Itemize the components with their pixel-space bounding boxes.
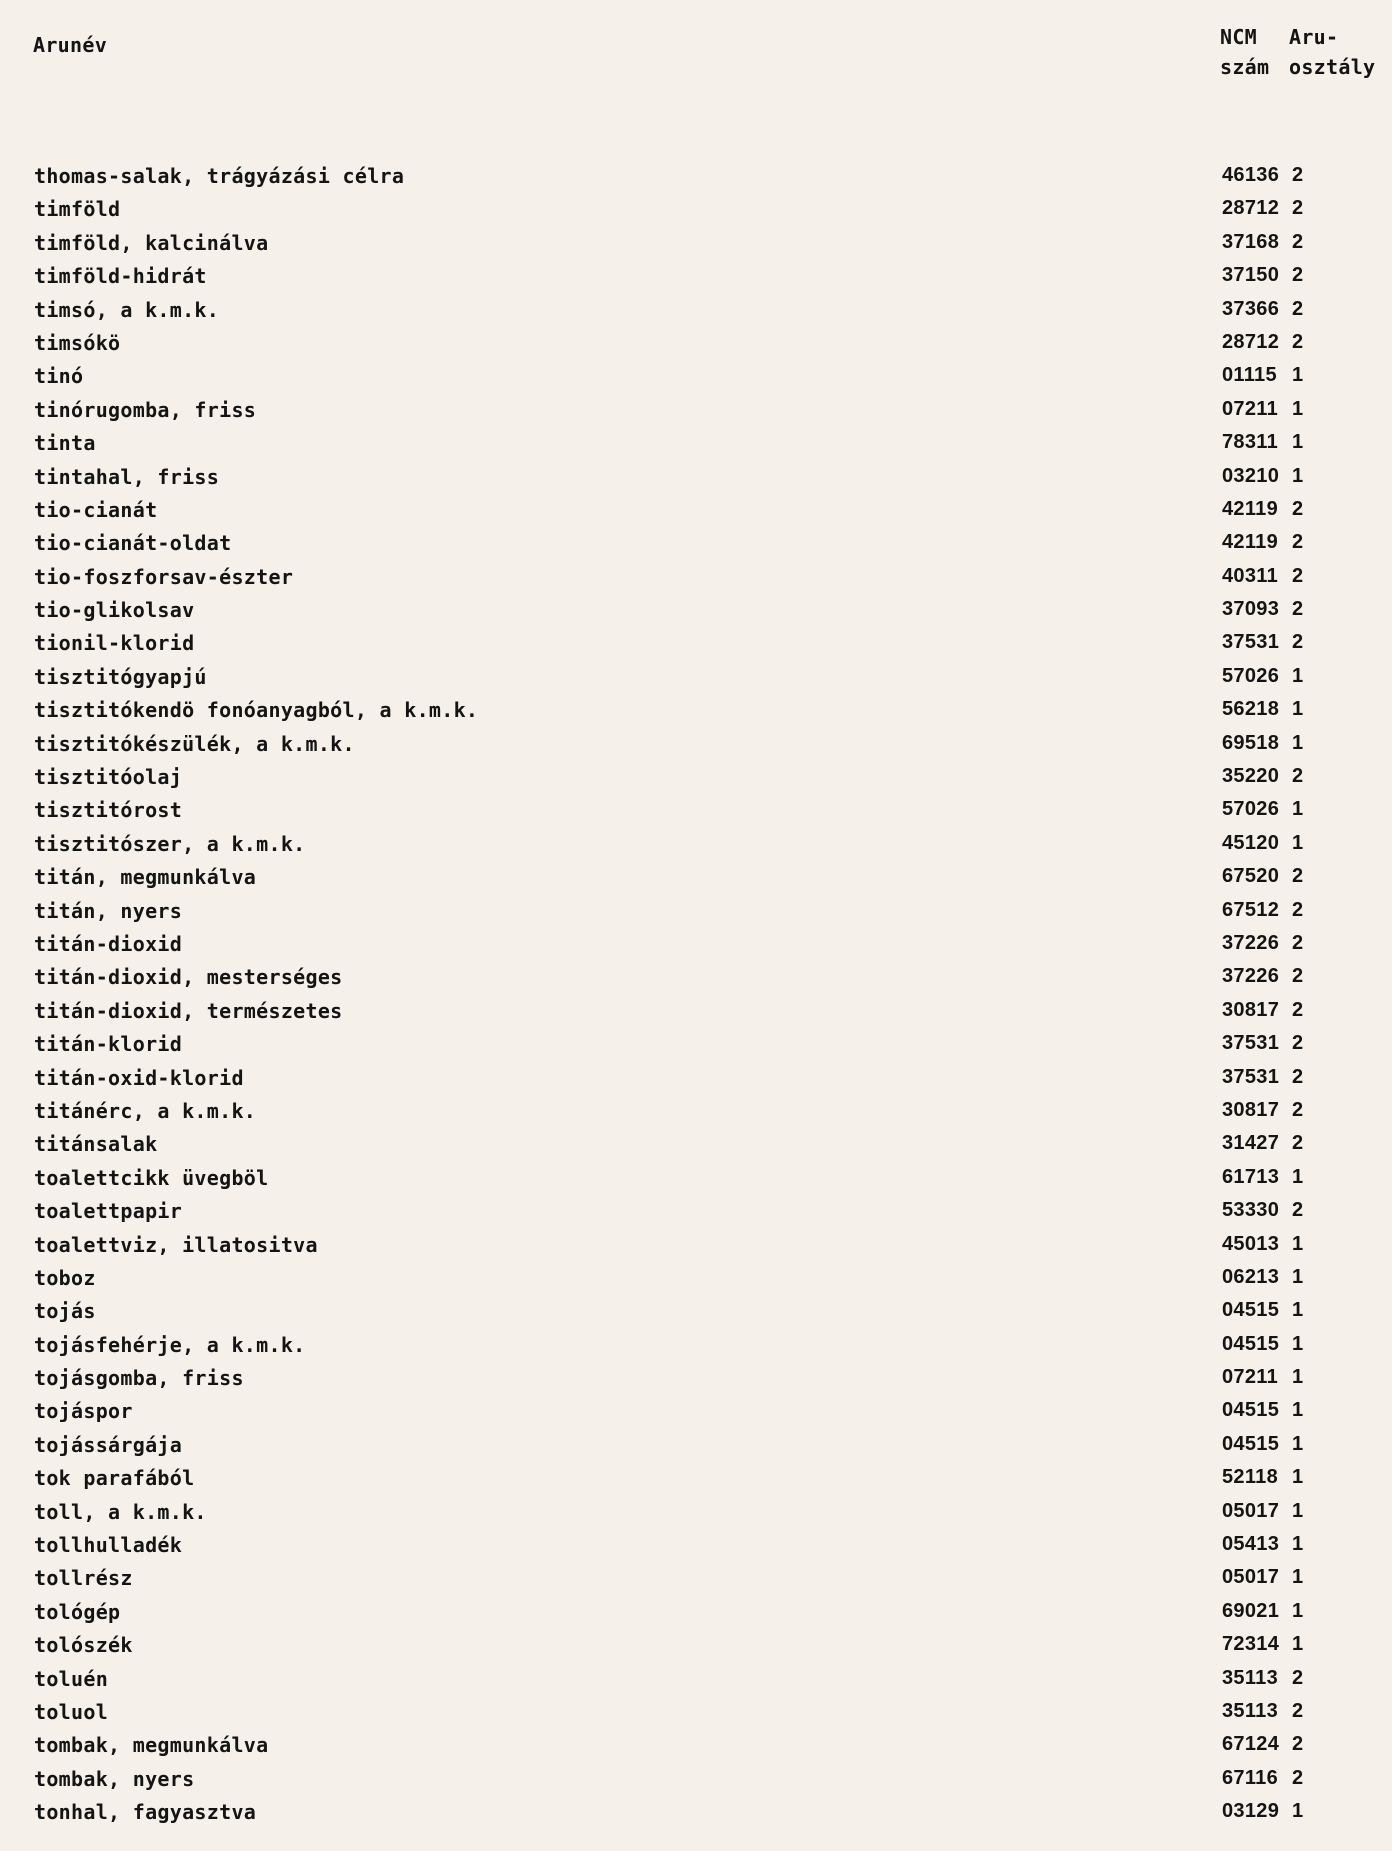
product-name: tio-cianát: [34, 497, 158, 522]
product-class: 1: [1292, 464, 1304, 487]
product-name: tojássárgája: [34, 1432, 183, 1457]
list-item: [0, 761, 1392, 794]
ncm-code: 35220: [1222, 765, 1280, 788]
ncm-code: 72314: [1222, 1633, 1280, 1656]
product-name: thomas-salak, trágyázási célra: [34, 164, 405, 188]
ncm-code: 37150: [1222, 264, 1280, 287]
product-name: tojás: [34, 1299, 96, 1324]
product-name: tisztitórost: [34, 798, 183, 823]
list-item: [0, 1663, 1392, 1696]
list-item: [0, 928, 1392, 961]
product-name: toluol: [34, 1699, 109, 1724]
column-header-class: [1289, 22, 1389, 82]
product-name: titán, megmunkálva: [34, 865, 257, 890]
column-header-name: Arunév: [33, 33, 108, 57]
ncm-code: 37226: [1222, 931, 1280, 954]
product-class: 2: [1292, 1132, 1304, 1155]
product-class: 2: [1292, 531, 1304, 554]
product-name: tisztitókészülék, a k.m.k.: [34, 731, 355, 756]
ncm-code: 05413: [1222, 1533, 1280, 1556]
list-item: [0, 1429, 1392, 1462]
list-item: [0, 694, 1392, 727]
list-item: [0, 1462, 1392, 1495]
product-class: 2: [1292, 965, 1304, 988]
product-name: toluén: [34, 1666, 109, 1691]
product-class: 2: [1292, 1666, 1304, 1689]
product-name: toalettviz, illatositva: [34, 1232, 318, 1257]
product-class: 1: [1292, 664, 1304, 687]
list-item: [0, 1629, 1392, 1662]
list-item: [0, 1395, 1392, 1428]
ncm-code: 04515: [1222, 1332, 1280, 1355]
list-item: [0, 1496, 1392, 1529]
list-item: [0, 494, 1392, 527]
list-item: [0, 1195, 1392, 1228]
ncm-code: 04515: [1222, 1432, 1280, 1455]
class-header-line2: osztály: [1289, 55, 1376, 79]
ncm-code: 69021: [1222, 1599, 1280, 1622]
list-item: [0, 1162, 1392, 1195]
ncm-code: 37366: [1222, 297, 1280, 320]
ncm-code: 35113: [1222, 1699, 1279, 1722]
product-class: 1: [1292, 1533, 1304, 1556]
product-name: tológép: [34, 1599, 121, 1624]
ncm-code: 05017: [1222, 1566, 1280, 1589]
ncm-code: 04515: [1222, 1299, 1280, 1322]
list-item: [0, 1596, 1392, 1629]
product-name: toalettcikk üvegböl: [34, 1165, 269, 1190]
ncm-code: 03129: [1222, 1800, 1280, 1823]
product-name: titán-oxid-klorid: [34, 1065, 244, 1090]
product-name: tok parafából: [34, 1466, 195, 1491]
product-class: 2: [1292, 898, 1304, 921]
product-class: 1: [1292, 731, 1304, 754]
product-class: 2: [1292, 998, 1304, 1021]
product-name: tio-foszforsav-észter: [34, 564, 294, 589]
product-class: 1: [1292, 1265, 1304, 1288]
ncm-code: 40311: [1222, 564, 1279, 587]
ncm-code: 45013: [1222, 1232, 1280, 1255]
ncm-code: 42119: [1222, 497, 1279, 520]
ncm-code: 30817: [1222, 1098, 1280, 1121]
product-class: 1: [1292, 1399, 1304, 1422]
list-item: [0, 961, 1392, 994]
list-item: [0, 1763, 1392, 1796]
ncm-code: 06213: [1222, 1265, 1280, 1288]
product-class: 2: [1292, 598, 1304, 621]
product-class: 1: [1292, 1466, 1304, 1489]
ncm-code: 28712: [1222, 197, 1280, 220]
ncm-code: 67520: [1222, 865, 1280, 888]
ncm-code: 01115: [1222, 364, 1277, 387]
ncm-code: 07211: [1222, 397, 1279, 420]
ncm-code: 35113: [1222, 1666, 1279, 1689]
ncm-code: 05017: [1222, 1499, 1280, 1522]
product-class: 2: [1292, 564, 1304, 587]
list-item: [0, 561, 1392, 594]
list-item: [0, 294, 1392, 327]
ncm-code: 37531: [1222, 1032, 1280, 1055]
list-item: [0, 1329, 1392, 1362]
product-name: tionil-klorid: [34, 631, 195, 656]
product-class: 2: [1292, 1065, 1304, 1088]
column-header-ncm: [1220, 22, 1280, 82]
ncm-code: 67116: [1222, 1766, 1279, 1789]
list-item: [0, 227, 1392, 260]
product-name: titán-dioxid, természetes: [34, 998, 343, 1023]
product-name: toalettpapir: [34, 1199, 183, 1224]
product-name: timföld-hidrát: [34, 264, 207, 289]
product-name: tombak, nyers: [34, 1766, 195, 1791]
list-item: [0, 1262, 1392, 1295]
product-name: tinta: [34, 431, 96, 456]
product-class: 2: [1292, 1199, 1304, 1222]
product-name: tojásfehérje, a k.m.k.: [34, 1332, 306, 1357]
product-class: 1: [1292, 1165, 1304, 1188]
list-item: [0, 1729, 1392, 1762]
product-class: 2: [1292, 197, 1304, 220]
list-item: [0, 861, 1392, 894]
product-class: 2: [1292, 330, 1304, 353]
product-class: 1: [1292, 1499, 1304, 1522]
ncm-code: 53330: [1222, 1199, 1280, 1222]
product-class: 2: [1292, 230, 1304, 253]
list-item: [0, 828, 1392, 861]
product-name: titán-dioxid: [34, 931, 183, 956]
product-name: tinó: [34, 364, 84, 389]
ncm-header-line2: szám: [1220, 55, 1270, 79]
list-item: [0, 895, 1392, 928]
ncm-code: 57026: [1222, 664, 1280, 687]
product-class: 1: [1292, 1566, 1304, 1589]
product-name: tintahal, friss: [34, 464, 220, 489]
product-class: 1: [1292, 1432, 1304, 1455]
list-item: [0, 260, 1392, 293]
list-item: [0, 461, 1392, 494]
product-class: 2: [1292, 865, 1304, 888]
product-name: toll, a k.m.k.: [34, 1499, 207, 1524]
product-name: tollhulladék: [34, 1533, 183, 1558]
product-name: titánsalak: [34, 1132, 158, 1157]
list-item: [0, 193, 1392, 226]
list-item: [0, 1128, 1392, 1161]
list-item: [0, 995, 1392, 1028]
list-item: [0, 1229, 1392, 1262]
ncm-code: 67124: [1222, 1733, 1280, 1756]
list-item: [0, 360, 1392, 393]
list-item: [0, 661, 1392, 694]
list-item: [0, 1362, 1392, 1395]
product-class: 2: [1292, 297, 1304, 320]
ncm-code: 03210: [1222, 464, 1280, 487]
product-class: 1: [1292, 1633, 1304, 1656]
product-class: 2: [1292, 1699, 1304, 1722]
list-item: [0, 1062, 1392, 1095]
product-name: titán-klorid: [34, 1032, 183, 1057]
product-name: tolószék: [34, 1633, 133, 1658]
product-class: 1: [1292, 1299, 1304, 1322]
product-name: tombak, megmunkálva: [34, 1733, 269, 1758]
product-name: tollrész: [34, 1566, 133, 1591]
ncm-code: 30817: [1222, 998, 1280, 1021]
product-name: timföld, kalcinálva: [34, 230, 269, 255]
product-name: titán, nyers: [34, 898, 183, 923]
product-name: timföld: [34, 197, 121, 222]
product-class: 2: [1292, 497, 1304, 520]
product-class: 1: [1292, 1366, 1304, 1389]
list-item: [0, 327, 1392, 360]
product-class: 1: [1292, 1599, 1304, 1622]
product-class: 2: [1292, 164, 1304, 186]
product-class: 2: [1292, 1032, 1304, 1055]
product-class: 2: [1292, 765, 1304, 788]
list-item: [0, 1796, 1392, 1829]
product-class: 1: [1292, 431, 1304, 454]
ncm-code: 78311: [1222, 431, 1279, 454]
product-class: 1: [1292, 831, 1304, 854]
ncm-code: 37093: [1222, 598, 1280, 621]
list-item: [0, 1095, 1392, 1128]
list-item: [0, 1529, 1392, 1562]
ncm-code: 37531: [1222, 631, 1280, 654]
product-name: tinórugomba, friss: [34, 397, 257, 422]
list-item: [0, 728, 1392, 761]
product-name: titánérc, a k.m.k.: [34, 1098, 257, 1123]
ncm-code: 37168: [1222, 230, 1280, 253]
ncm-code: 28712: [1222, 330, 1280, 353]
product-class: 2: [1292, 1098, 1304, 1121]
list-item: [0, 1562, 1392, 1595]
product-name: tonhal, fagyasztva: [34, 1800, 257, 1825]
product-class: 2: [1292, 1766, 1304, 1789]
list-item: [0, 594, 1392, 627]
ncm-code: 57026: [1222, 798, 1280, 821]
product-class: 2: [1292, 1733, 1304, 1756]
list-item: [0, 527, 1392, 560]
list-item: [0, 427, 1392, 460]
product-class: 1: [1292, 364, 1304, 387]
product-list: [0, 160, 1392, 1830]
class-header-line1: Aru-: [1289, 25, 1339, 49]
product-name: timsó, a k.m.k.: [34, 297, 220, 322]
ncm-code: 69518: [1222, 731, 1280, 754]
product-name: tisztitóolaj: [34, 765, 183, 790]
list-item: [0, 1295, 1392, 1328]
product-name: toboz: [34, 1265, 96, 1290]
ncm-code: 37531: [1222, 1065, 1280, 1088]
ncm-header-line1: NCM: [1220, 25, 1258, 49]
product-name: tisztitógyapjú: [34, 664, 207, 689]
product-name: tisztitószer, a k.m.k.: [34, 831, 306, 856]
list-item: [0, 1028, 1392, 1061]
ncm-code: 46136: [1222, 164, 1280, 186]
product-name: tojáspor: [34, 1399, 133, 1424]
ncm-code: 04515: [1222, 1399, 1280, 1422]
product-class: 1: [1292, 1232, 1304, 1255]
product-class: 2: [1292, 631, 1304, 654]
list-item: [0, 394, 1392, 427]
product-class: 1: [1292, 798, 1304, 821]
product-name: tisztitókendö fonóanyagból, a k.m.k.: [34, 698, 479, 723]
product-class: 2: [1292, 931, 1304, 954]
product-class: 1: [1292, 1332, 1304, 1355]
product-class: 1: [1292, 397, 1304, 420]
ncm-code: 42119: [1222, 531, 1279, 554]
product-class: 1: [1292, 1800, 1304, 1823]
list-item: [0, 1696, 1392, 1729]
ncm-code: 61713: [1222, 1165, 1280, 1188]
ncm-code: 67512: [1222, 898, 1280, 921]
product-name: tojásgomba, friss: [34, 1366, 244, 1391]
product-class: 2: [1292, 264, 1304, 287]
ncm-code: 37226: [1222, 965, 1280, 988]
product-class: 1: [1292, 698, 1304, 721]
ncm-code: 45120: [1222, 831, 1280, 854]
ncm-code: 56218: [1222, 698, 1280, 721]
list-item: [0, 627, 1392, 660]
list-item: [0, 160, 1392, 193]
ncm-code: 52118: [1222, 1466, 1279, 1489]
product-name: timsókö: [34, 330, 121, 355]
list-item: [0, 794, 1392, 827]
ncm-code: 31427: [1222, 1132, 1280, 1155]
product-name: tio-glikolsav: [34, 598, 195, 623]
ncm-code: 07211: [1222, 1366, 1279, 1389]
product-name: titán-dioxid, mesterséges: [34, 965, 343, 990]
product-name: tio-cianát-oldat: [34, 531, 232, 556]
